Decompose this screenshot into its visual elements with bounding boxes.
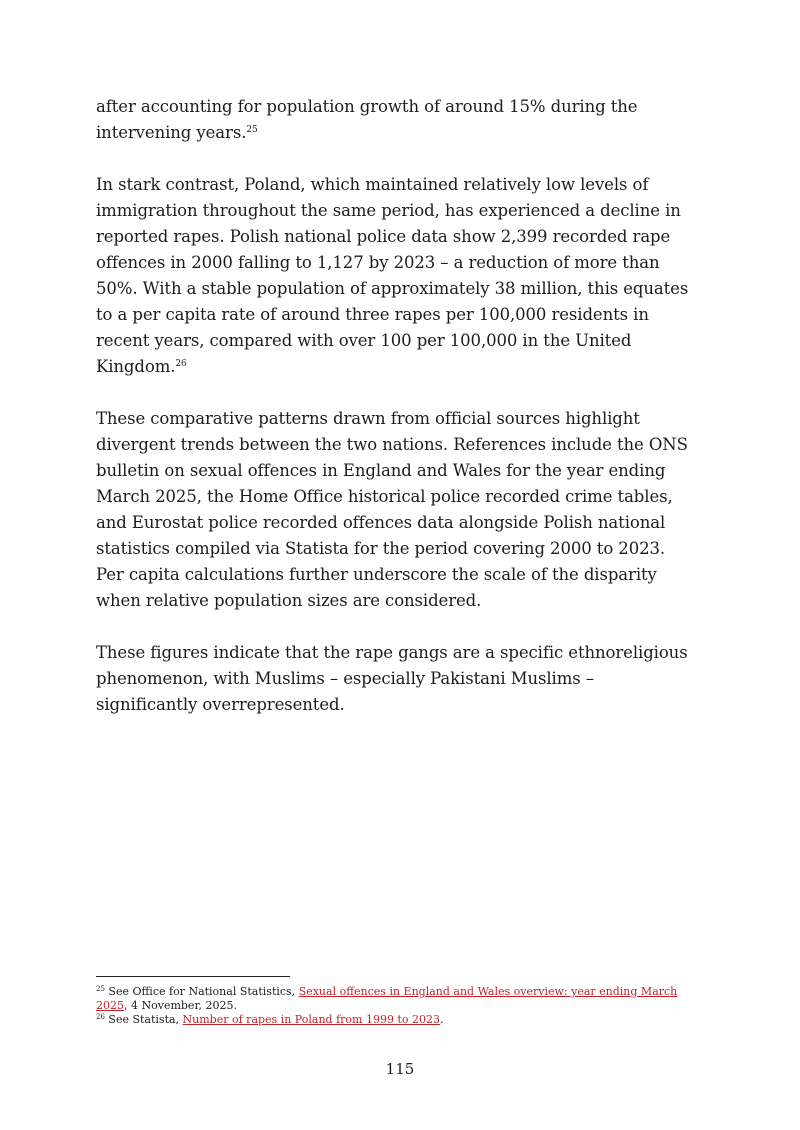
body-text: [96, 94, 692, 744]
paragraph-text: after accounting for population growth of around 15% during the intervening years.: [96, 97, 638, 142]
footnote-prefix: See Office for National Statistics,: [108, 985, 299, 998]
paragraph-text: These comparative patterns drawn from official sources highlight divergent trends between the two nations. References include the ONS bulletin on sexual offences in England and Wales for the year ending March 2025, the Home Office historical police recorded crime tables, and Eurostat police recorded offences data alongside Polish national statistics compiled via Statista for the period covering 2000 to 2023. Per capita calculations further underscore the scale of the disparity when relative population sizes are considered.: [96, 409, 688, 610]
footnote-divider: [96, 976, 290, 977]
paragraph-text: In stark contrast, Poland, which maintained relatively low levels of immigration throughout the same period, has experienced a decline in reported rapes. Polish national police data show 2,399 recorded rape offences in 2000 falling to 1,127 by 2023 – a reduction of more than 50%. With a stable population of approximately 38 million, this equates to a per capita rate of around three rapes per 100,000 residents in recent years, compared with over 100 per 100,000 in the United Kingdom.: [96, 175, 689, 376]
footnote-prefix: See Statista,: [108, 1013, 183, 1026]
paragraph: [96, 640, 692, 718]
footnote-number: 25: [96, 985, 105, 993]
footnote: [96, 985, 696, 1013]
footnotes: [96, 976, 696, 1027]
footnote-link[interactable]: Number of rapes in Poland from 1999 to 2023: [182, 1013, 440, 1026]
footnote-reference[interactable]: 26: [175, 359, 187, 369]
paragraph: [96, 172, 692, 380]
paragraph: [96, 94, 692, 146]
paragraph-text: These figures indicate that the rape gangs are a specific ethnoreligious phenomenon, with Muslims – especially Pakistani Muslims – significantly overrepresented.: [96, 643, 688, 714]
paragraph: [96, 406, 692, 614]
footnote-link[interactable]: Sexual offences in England and Wales overview: year ending March 2025: [96, 985, 678, 1012]
footnote-number: 26: [96, 1013, 105, 1021]
footnote: [96, 1013, 696, 1027]
footnote-suffix: , 4 November, 2025.: [124, 999, 237, 1012]
footnote-reference[interactable]: 25: [246, 125, 258, 135]
page-number: 115: [385, 1060, 415, 1078]
footnote-suffix: .: [439, 1013, 444, 1026]
